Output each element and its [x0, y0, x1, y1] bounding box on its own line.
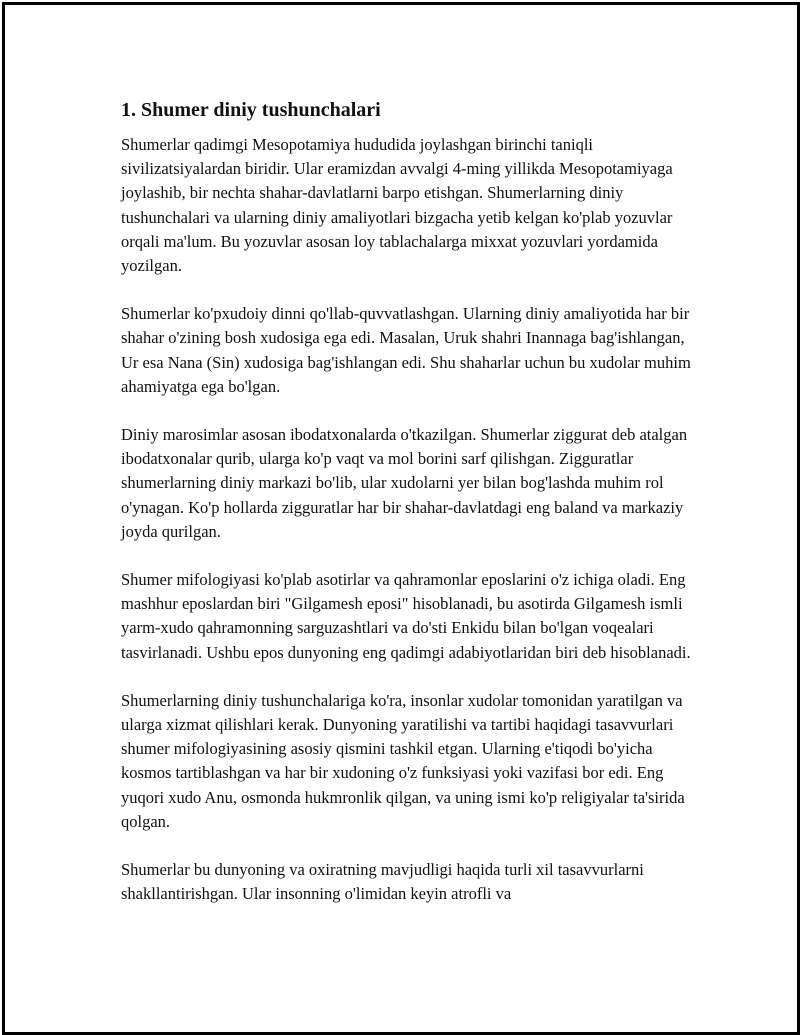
paragraph-2: Shumerlar ko'pxudoiy dinni qo'llab-quvvatlashgan. Ularning diniy amaliyotida har bir shahar o'zining bosh xudosiga ega edi. Masalan, Uruk shahri Inannaga bag'ishlangan, Ur esa Nana (Sin) xudosiga bag'ishlangan edi. Shu shaharlar uchun bu xudolar muhim ahamiyatga ega bo'lgan. — [121, 304, 691, 396]
document-body — [121, 97, 701, 930]
page-frame — [2, 2, 800, 1035]
paragraph-1: Shumerlar qadimgi Mesopotamiya hududida joylashgan birinchi taniqli sivilizatsiyalardan biridir. Ular eramizdan avvalgi 4-ming yillikda Mesopotamiyaga joylashib, bir nechta shahar-davlatlarni barpo etishgan. Shumerlarning diniy tushunchalari va ularning diniy amaliyotlari bizgacha yetib kelgan ko'plab yozuvlar orqali ma'lum. Bu yozuvlar asosan loy tablachalarga mixxat yozuvlari yordamida yozilgan. — [121, 135, 673, 276]
paragraph-4: Shumer mifologiyasi ko'plab asotirlar va qahramonlar eposlarini o'z ichiga oladi. Eng mashhur eposlardan biri "Gilgamesh eposi" hisoblanadi, bu asotirda Gilgamesh ismli yarm-xudo qahramonning sarguzashtlari va do'sti Enkidu bilan bo'lgan voqealari tasvirlanadi. Ushbu epos dunyoning eng qadimgi adabiyotlaridan biri deb hisoblanadi. — [121, 570, 691, 662]
section-heading: 1. Shumer diniy tushunchalari — [121, 99, 381, 121]
paragraph-5: Shumerlarning diniy tushunchalariga ko'ra, insonlar xudolar tomonidan yaratilgan va ularga xizmat qilishlari kerak. Dunyoning yaratilishi va tartibi haqidagi tasavvurlari shumer mifologiyasining asosiy qismini tashkil etgan. Ularning e'tiqodi bo'yicha kosmos tartiblashgan va har bir xudoning o'z funksiyasi yoki vazifasi bor edi. Eng yuqori xudo Anu, osmonda hukmronlik qilgan, va uning ismi ko'p religiyalar ta'sirida qolgan. — [121, 690, 685, 831]
paragraph-3: Diniy marosimlar asosan ibodatxonalarda o'tkazilgan. Shumerlar ziggurat deb atalgan ibodatxonalar qurib, ularga ko'p vaqt va mol borini sarf qilishgan. Zigguratlar shumerlarning diniy markazi bo'lib, ular xudolarni yer bilan bog'lashda muhim rol o'ynagan. Ko'p hollarda zigguratlar har bir shahar-davlatdagi eng baland va markaziy joyda qurilgan. — [121, 425, 688, 541]
paragraph-6: Shumerlar bu dunyoning va oxiratning mavjudligi haqida turli xil tasavvurlarni shakllantirishgan. Ular insonning o'limidan keyin atrofli va — [121, 860, 644, 904]
